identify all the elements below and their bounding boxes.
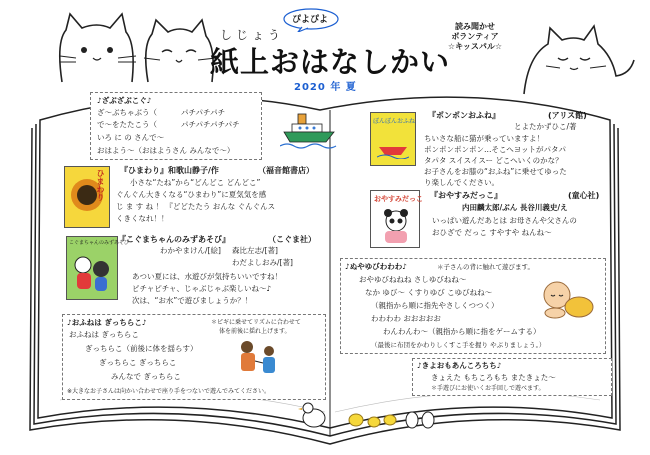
clap-text: パチパチパチ — [181, 108, 226, 117]
book2-publisher: （こぐま社） — [268, 235, 316, 244]
ship-icon — [280, 108, 338, 152]
book3-author: とよたかずひこ/著 — [514, 122, 577, 131]
piyo-label: ぴよぴよ — [292, 15, 329, 25]
book4-body: いっぱい遊んだあとは お母さんや父さんの — [432, 216, 577, 225]
title-kana: しじょう — [220, 28, 285, 42]
himawari-cover — [64, 166, 110, 228]
song-line: おふねは ぎっちらこ — [69, 330, 139, 339]
chicks-icon — [296, 398, 446, 432]
song-line: なか ゆび～ くすりゆび こゆびねね～ — [365, 288, 493, 297]
book1-publisher: （福音館書店） — [258, 166, 314, 175]
poem-box — [90, 92, 262, 160]
cover-title: こぐまちゃんのみずあそび — [69, 240, 130, 246]
song-bottom-box — [412, 358, 612, 396]
song-line: きょえた もちころもち またきょた～ — [431, 373, 556, 382]
song-left-box — [62, 314, 326, 400]
cover-title: ひまわり — [96, 169, 105, 201]
poem-line: で～をたたこう（ — [97, 120, 157, 129]
header — [210, 8, 450, 94]
book2-body: ピチャピチャ、じゃぶじゃぶ楽しいね～♪ — [132, 284, 272, 293]
song-note: ＊子さんの背に触れて遊びます。 — [437, 263, 534, 271]
book4-body: おひざで だっこ すやすや ねんね～ — [432, 228, 552, 237]
song-title: ♪きよおもあんころちち♪ — [417, 361, 502, 370]
book1-body: くきくなれ！！ — [116, 214, 169, 223]
book3-body: ちいさな船に猫が乗っていますよ！ — [424, 134, 544, 143]
song-line: （最後に布団をかわりしくすこ手を握り やぶりましょう。） — [371, 341, 546, 349]
clap-text: パチパチパチパチ — [181, 120, 240, 129]
book3-title: 『ポンポンおふね』 — [428, 111, 500, 120]
book2-body: 次は、“お水”で遊びましょうか？！ — [132, 296, 253, 305]
koguma-cover — [66, 236, 130, 300]
song-line: ぎっちらこ ぎっちらこ — [99, 358, 177, 367]
poem-line: いろ に の さんで～ — [97, 133, 165, 142]
book4-publisher: (童心社) — [568, 191, 600, 200]
poem-line: ざ～ぶちゃぶう（ — [97, 108, 157, 117]
song-line: わわわわ おおおおお — [371, 314, 441, 323]
song-note: 体を前後に揺れ上げます。 — [219, 328, 291, 335]
cat-left-icon — [52, 12, 142, 84]
book3-body: タパタ スイスイスー どこへいくのかな？ — [424, 156, 563, 165]
sleeping-baby-icon — [537, 275, 595, 321]
book3-body: お子さんをお膝の“おふね”に乗せてゆった — [424, 167, 567, 176]
boat-icon — [377, 139, 409, 159]
song-footer: ※大きなお子さんは向かい合わせで座り手をつないで遊んでみてください。 — [67, 388, 271, 395]
volunteer-line: 読み聞かせ — [455, 22, 495, 31]
book4-author: 内田麟太郎/ぶん 長谷川義史/え — [462, 203, 568, 212]
ponpon-cover — [370, 112, 416, 166]
cover-title: ぽんぽんおふね — [373, 118, 416, 125]
page-title: 紙上おはなしかい — [210, 45, 451, 79]
cat-right-icon — [520, 16, 638, 98]
book3-body: り楽しんでください。 — [424, 178, 499, 187]
issue-season: 2020 年 夏 — [294, 82, 357, 93]
song-note: ＊ピギに乗せてリズムに合わせて — [211, 319, 301, 326]
song-right-box — [340, 258, 606, 354]
panda-icon — [379, 207, 413, 243]
book1-body: 小さな“たね”から“どんどこ どんどこ” — [130, 178, 261, 187]
book1-title: 『ひまわり』和歌山静子/作 — [120, 166, 219, 175]
volunteer-line: ☆キッスパル☆ — [447, 42, 503, 51]
book1-body: ぐんぐん大きくなる“ひまわり”に夏気気を感 — [116, 190, 267, 199]
cat-mid-icon — [140, 18, 220, 84]
volunteer-group-label — [436, 22, 514, 52]
book1-body: じ ま す ね ！ 『どどたたう おんな ぐんぐんス — [116, 202, 276, 211]
song-line: わんわんわ～（親指から順に指をゲームする） — [383, 327, 541, 336]
song-line: （親指から順に指先やさしくつつく） — [371, 301, 499, 310]
poem-line: ♪ざぶざぶこぐ♪ — [97, 96, 152, 105]
song-title: ♪おふねは ぎっちらこ♪ — [67, 318, 147, 327]
book2-author: 森比左志/[著] — [232, 246, 278, 255]
book3-body: ポンポンポンポン…そこへヨットがパタパ — [424, 145, 566, 154]
book3-publisher: (アリス館) — [548, 111, 587, 120]
song-line: ぎっちらこ（前後に体を揺らす） — [85, 344, 198, 353]
book2-body: あつい夏には、水遊びが気持ちいいですね！ — [132, 272, 282, 281]
song-line: ＊手遊びにお使いくお手回しで遊べます。 — [431, 385, 545, 392]
song-line: みんなで ぎっちらこ — [111, 372, 181, 381]
bear-icon — [73, 251, 111, 295]
poem-line: おはよう～（おはようさん みんなで～） — [97, 146, 235, 155]
song-title: ♪ぬやゆびわわわ♪ — [345, 262, 408, 271]
book2-author: わかやまけん/[絵] — [160, 246, 221, 255]
book2-title: 『こぐまちゃんのみずあそび』 — [118, 235, 230, 244]
song-line: おやゆびねねね さしゆびねね～ — [359, 275, 467, 284]
cover-title: おやすみだっこ — [374, 195, 423, 203]
book2-author: わだよしおみ/[著] — [232, 258, 293, 267]
parent-child-icon — [233, 337, 285, 383]
volunteer-line: ボランティア — [451, 32, 499, 41]
book4-title: 『おやすみだっこ』 — [430, 191, 502, 200]
oyasumi-cover — [370, 190, 423, 248]
